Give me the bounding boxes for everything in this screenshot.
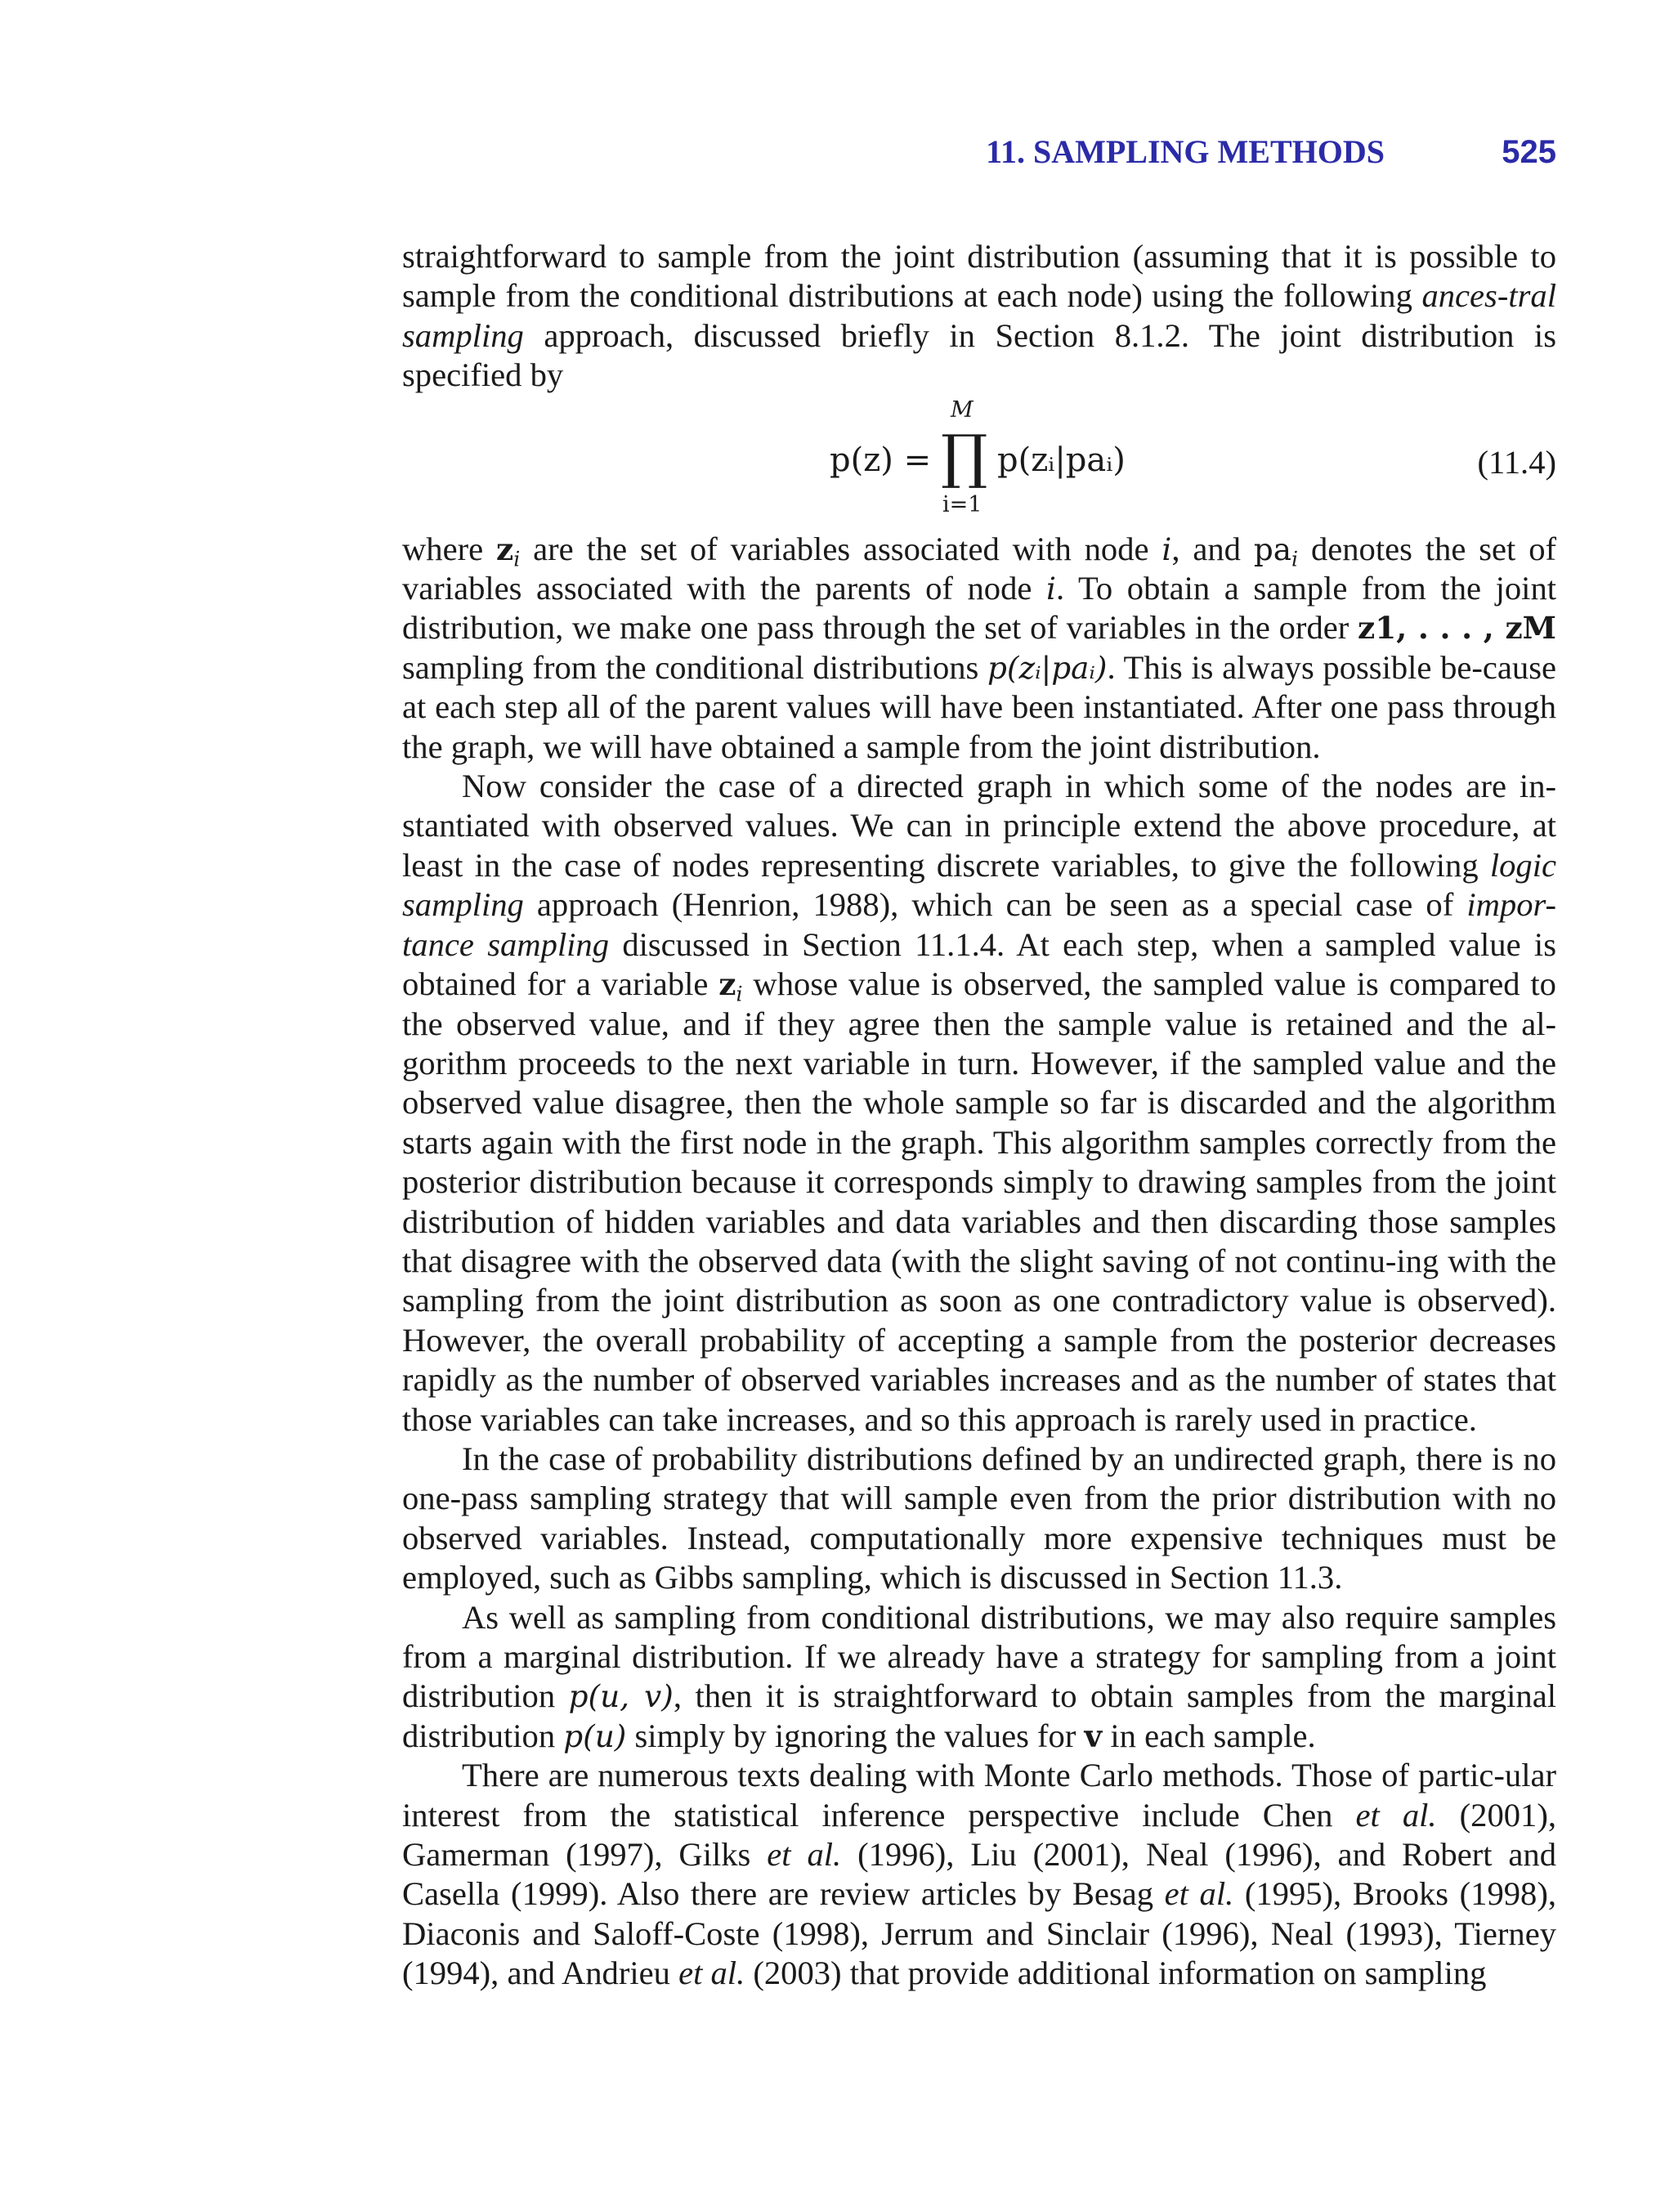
equation-lhs: p(z) =: [830, 441, 932, 479]
product-upper-limit: M: [951, 396, 974, 423]
page-header: [0, 131, 1556, 173]
paragraph-3: Now consider the case of a directed graph in which some of the nodes are in-stantiated with observed values. We can in principle extend the above procedure, at least in the case of nodes representing discrete variables, to give the following logic sampling approach (Henrion, 1988), which can be seen as a special case of impor-tance sampling discussed in Section 11.1.4. At each step, when a sampled value is obtained for a variable $z_i$ whose value is observed, the sampled value is compared to the observed value, and if they agree then the sample value is retained and the al-gorithm proceeds to the next variable in turn. However, if the sampled value and the observed value disagree, then the whole sample so far is discarded and the algorithm starts again with the first node in the graph. This algorithm samples correctly from the posterior distribution because it corresponds simply to drawing samples from the joint distribution of hidden variables and data variables and then discarding those samples that disagree with the observed data (with the slight saving of not continu-ing with the sampling from the joint distribution as soon as one contradictory value is observed). However, the overall probability of accepting a sample from the posterior decreases rapidly as the number of observed variables increases and as the number of states that those variables can take increases, and so this approach is rarely used in practice.: [402, 768, 1556, 1438]
chapter-title: 11. SAMPLING METHODS: [986, 133, 1385, 170]
paragraph-6: There are numerous texts dealing with Monte Carlo methods. Those of partic-ular interest from the statistical inference perspective include Chen et al. (2001), Gamerman (1997), Gilks et al. (1996), Liu (2001), Neal (1996), and Robert and Casella (1999). Also there are review articles by Besag et al. (1995), Brooks (1998), Diaconis and Saloff-Coste (1998), Jerrum and Sinclair (1996), Neal (1993), Tierney (1994), and Andrieu et al. (2003) that provide additional information on sampling: [402, 1757, 1556, 1992]
equation-body: [830, 396, 1173, 530]
paragraph-1: straightforward to sample from the joint distribution (assuming that it is possible to sample from the conditional distributions at each node) using the following ances-tral sampling approach, discussed briefly in Section 8.1.2. The joint distribution is specified by: [402, 238, 1556, 394]
paragraph-5: As well as sampling from conditional distributions, we may also require samples from a marginal distribution. If we already have a strategy for sampling from a joint distribution p(u, v), then it is straightforward to obtain samples from the marginal distribution p(u) simply by ignoring the values for v in each sample.: [402, 1598, 1556, 1754]
equation-11-4: [402, 396, 1556, 530]
equation-number: (11.4): [1477, 443, 1556, 481]
body-text: [402, 237, 1556, 1994]
product-operator: ∏: [941, 421, 988, 490]
emphasis-logic-sampling: logic sampling: [402, 846, 1556, 924]
page-number: 525: [1502, 134, 1556, 170]
paragraph-4: In the case of probability distributions defined by an undirected graph, there is no one-pass sampling strategy that will sample even from the prior distribution with no observed variables. Instead, computationally more expensive techniques must be employed, such as Gibbs sampling, which is discussed in Section 11.3.: [402, 1440, 1556, 1596]
emphasis-ancestral-sampling: ances-tral sampling: [402, 277, 1556, 354]
emphasis-importance-sampling: impor-tance sampling: [402, 886, 1556, 963]
product-lower-limit: i=1: [942, 491, 982, 517]
paragraph-2: where $z_i$ are the set of variables associated with node i, and $pa_i$ denotes the set of variables associated with the parents of node i. To obtain a sample from the joint distribution, we make one pass through the set of variables in the order z1, . . . , zM sampling from the conditional distributions p(zᵢ|paᵢ). This is always possible be-cause at each step all of the parent values will have been instantiated. After one pass through the graph, we will have obtained a sample from the joint distribution.: [402, 530, 1557, 765]
equation-rhs: p(zᵢ|paᵢ): [997, 441, 1126, 479]
